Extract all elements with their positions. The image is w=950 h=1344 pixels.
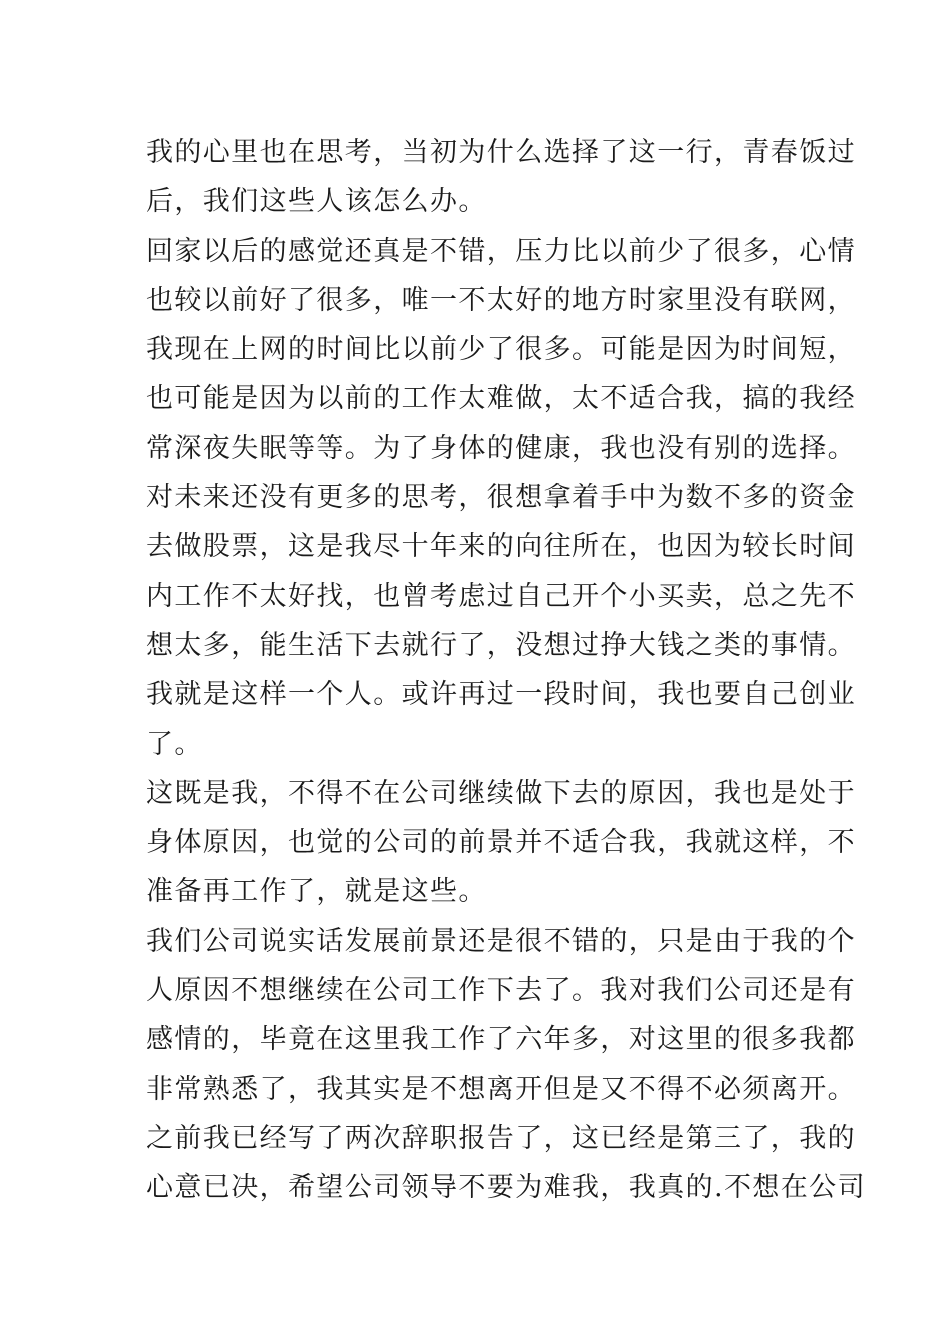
text-line: 心意已决，希望公司领导不要为难我，我真的.不想在公司 (146, 1172, 866, 1204)
text-line: 想太多，能生活下去就行了，没想过挣大钱之类的事情。 (146, 629, 856, 661)
text-line: 准备再工作了，就是这些。 (146, 876, 487, 908)
text-line: 身体原因，也觉的公司的前景并不适合我，我就这样，不 (146, 827, 856, 859)
text-line: 也可能是因为以前的工作太难做，太不适合我，搞的我经 (146, 383, 856, 415)
text-line: 我们公司说实话发展前景还是很不错的，只是由于我的个 (146, 925, 856, 957)
text-line: 常深夜失眠等等。为了身体的健康，我也没有别的选择。 (146, 432, 856, 464)
text-line: 非常熟悉了，我其实是不想离开但是又不得不必须离开。 (146, 1073, 856, 1105)
text-line: 也较以前好了很多，唯一不太好的地方时家里没有联网， (146, 284, 856, 316)
text-line: 之前我已经写了两次辞职报告了，这已经是第三了，我的 (146, 1122, 856, 1154)
text-line: 回家以后的感觉还真是不错，压力比以前少了很多，心情 (146, 235, 856, 267)
text-line: 我就是这样一个人。或许再过一段时间，我也要自己创业 (146, 679, 856, 711)
text-line: 我现在上网的时间比以前少了很多。可能是因为时间短， (146, 334, 856, 366)
text-line: 内工作不太好找，也曾考虑过自己开个小买卖，总之先不 (146, 580, 856, 612)
body-text (146, 128, 866, 1213)
text-line: 了。 (146, 728, 203, 760)
text-line: 我的心里也在思考，当初为什么选择了这一行，青春饭过 (146, 137, 856, 168)
text-line: 这既是我，不得不在公司继续做下去的原因，我也是处于 (146, 777, 856, 809)
text-line: 后，我们这些人该怎么办。 (146, 186, 487, 218)
text-line: 对未来还没有更多的思考，很想拿着手中为数不多的资金 (146, 482, 856, 514)
text-line: 感情的，毕竟在这里我工作了六年多，对这里的很多我都 (146, 1024, 856, 1056)
text-line: 去做股票，这是我尽十年来的向往所在，也因为较长时间 (146, 531, 856, 563)
text-line: 人原因不想继续在公司工作下去了。我对我们公司还是有 (146, 975, 856, 1007)
